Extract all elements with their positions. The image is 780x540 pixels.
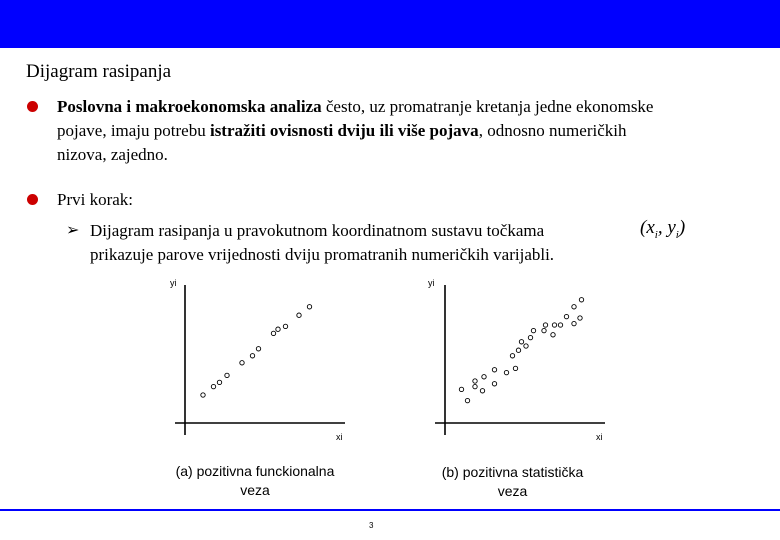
sub-bullet-text <box>90 219 650 267</box>
chart-a-points <box>201 305 312 398</box>
bullet-2-text: Prvi korak: <box>57 190 134 209</box>
footer-line <box>0 509 780 511</box>
chart-a-point <box>211 384 215 388</box>
chart-a-point <box>271 331 275 335</box>
chart-b-point <box>519 340 523 344</box>
formula-y: y <box>667 217 676 238</box>
formula-sub-i2: i <box>675 228 679 241</box>
chart-b-point <box>579 298 583 302</box>
chart-b-point <box>524 344 528 348</box>
bullet-icon <box>27 101 38 112</box>
chart-b-point <box>480 389 484 393</box>
formula-x: x <box>646 217 655 238</box>
chart-a-point <box>217 380 221 384</box>
chart-b-point <box>543 323 547 327</box>
chart-a-point <box>297 313 301 317</box>
formula-sub-i: i <box>654 228 658 241</box>
chart-b-point <box>473 384 477 388</box>
bold-phrase-1: Poslovna i makroekonomska analiza <box>57 97 322 116</box>
chart-b-point <box>516 348 520 352</box>
chart-b-points <box>459 298 583 403</box>
chart-b-point <box>528 335 532 339</box>
chart-a-point <box>256 347 260 351</box>
chart-b-point <box>465 398 469 402</box>
chart-b-point <box>510 354 514 358</box>
chart-b-point <box>551 333 555 337</box>
pair-formula: ($x_i$, $y_i$) <box>640 217 686 241</box>
chart-b-point <box>578 316 582 320</box>
chart-a-point <box>240 361 244 365</box>
sub-bullet-line-2: prikazuje parove vrijednosti dviju promatranih numeričkih varijabli. <box>90 245 555 264</box>
caption-a-line-1: (a) pozitivna funckionalna <box>175 463 335 479</box>
chart-b-point <box>513 366 517 370</box>
chart-a-point <box>276 327 280 331</box>
chart-b-point <box>531 328 535 332</box>
chart-a-point <box>250 354 254 358</box>
chart-a-point <box>307 305 311 309</box>
bullet-1-text-part2: pojave, imaju potrebu <box>57 121 210 140</box>
chart-b-point <box>459 387 463 391</box>
caption-b-line-2: veza <box>497 483 528 499</box>
header-bar <box>0 0 780 48</box>
slide-title: Dijagram rasipanja <box>26 61 172 82</box>
chart-a-point <box>283 324 287 328</box>
chart-b-ylabel: yi <box>428 278 435 288</box>
bullet-icon <box>27 194 38 205</box>
chart-a-xlabel: xi <box>336 432 343 442</box>
chart-b-point <box>558 323 562 327</box>
caption-a <box>150 462 360 500</box>
bold-phrase-2: istražiti ovisnosti dviju ili više pojava <box>209 121 479 140</box>
bullet-1-text <box>57 95 767 167</box>
page-number: 3 <box>369 521 374 530</box>
arrow-bullet-icon: ➢ <box>66 220 80 239</box>
chart-a-point <box>201 393 205 397</box>
chart-b-point <box>504 370 508 374</box>
chart-a-point <box>225 373 229 377</box>
bullet-1-text-part1: često, uz promatranje kretanja jedne ekonomske <box>321 97 654 116</box>
chart-b-point <box>492 368 496 372</box>
chart-b-point <box>572 321 576 325</box>
caption-b <box>410 463 615 501</box>
chart-b-point <box>552 323 556 327</box>
sub-bullet-line-1: Dijagram rasipanja u pravokutnom koordinatnom sustavu točkama <box>90 221 545 240</box>
chart-b-point <box>473 379 477 383</box>
chart-b-point <box>542 328 546 332</box>
chart-b-point <box>482 375 486 379</box>
bullet-1-text-part4: nizova, zajedno. <box>57 145 168 164</box>
chart-b-xlabel: xi <box>596 432 603 442</box>
scatter-charts <box>150 275 620 445</box>
chart-a-ylabel: yi <box>170 278 177 288</box>
chart-b-point <box>564 314 568 318</box>
caption-b-line-1: (b) pozitivna statistička <box>441 464 584 480</box>
bullet-1-text-part3: , odnosno numeričkih <box>478 121 627 140</box>
chart-b-point <box>572 305 576 309</box>
chart-b-point <box>492 382 496 386</box>
caption-a-line-2: veza <box>240 482 270 498</box>
